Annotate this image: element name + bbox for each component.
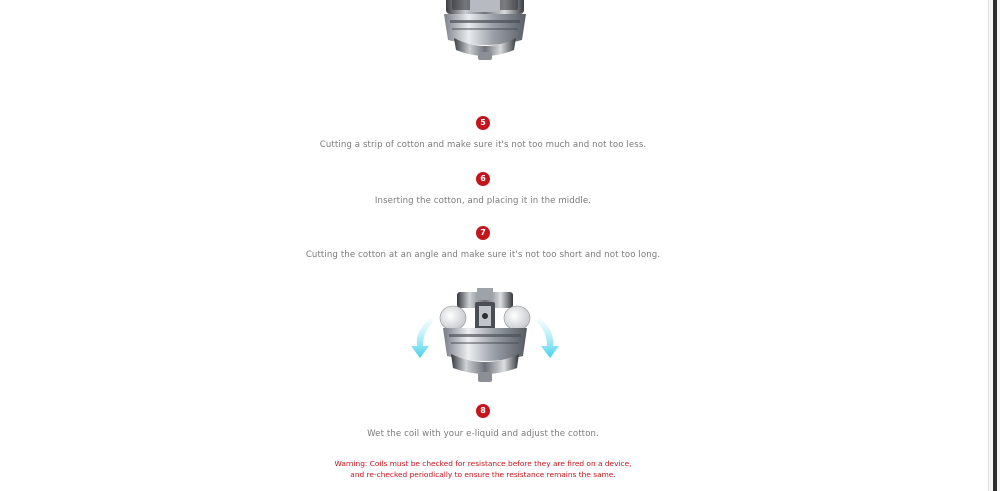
warning-line-2: and re-checked periodically to ensure the resistance remains the same. <box>350 470 616 479</box>
coil-head-image-top <box>440 0 530 66</box>
cyan-arrow-right <box>537 318 559 358</box>
step-text-5: Cutting a strip of cotton and make sure it's not too much and not too less. <box>319 140 647 150</box>
scrollbar-thumb[interactable] <box>993 0 997 491</box>
step-text-8: Wet the coil with your e-liquid and adjust the cotton. <box>367 429 599 439</box>
coil-head-with-cotton-image <box>405 286 565 388</box>
step-text-6: Inserting the cotton, and placing it in the middle. <box>374 196 592 206</box>
step-number-badge-7: 7 <box>476 226 490 240</box>
step-number-badge-6: 6 <box>476 172 490 186</box>
cyan-arrow-left <box>411 318 433 358</box>
step-number-badge-5: 5 <box>476 116 490 130</box>
step-number-badge-8: 8 <box>476 404 490 418</box>
warning-line-1: Warning: Coils must be checked for resistance before they are fired on a device, <box>334 459 632 468</box>
step-text-7: Cutting the cotton at an angle and make sure it's not too short and not too long. <box>305 250 661 260</box>
